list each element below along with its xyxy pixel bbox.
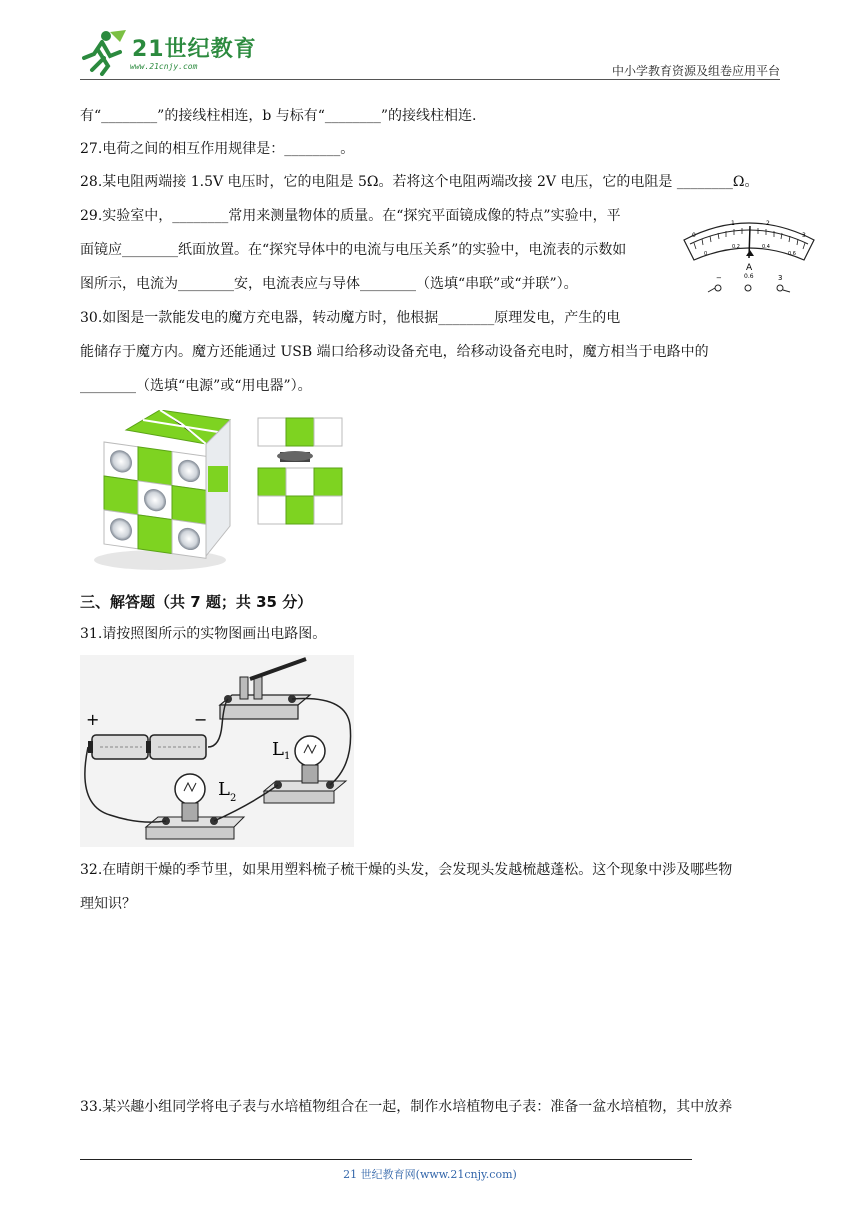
terminal-3-label: 3	[778, 274, 783, 282]
circuit-figure	[80, 655, 354, 847]
text-line: 面镜应________纸面放置。在“探究导体中的电流与电压关系”的实验中，电流表的示数如	[80, 242, 627, 258]
text-line: 理知识？	[80, 896, 136, 912]
header-divider	[80, 79, 780, 80]
ammeter-figure	[678, 210, 820, 302]
question-28: 28.某电阻两端接 1.5V 电压时，它的电阻是 5Ω。若将这个电阻两端改接 2V 电压，它的电阻是 ________Ω。	[80, 174, 759, 190]
text-line: 有“________”的接线柱相连，b 与标有“________”的接线柱相连.	[80, 108, 477, 124]
battery	[88, 735, 206, 759]
question-31: 31.请按照图所示的实物图画出电路图。	[80, 626, 327, 642]
l2-label: L	[218, 779, 230, 800]
battery-minus-label: −	[194, 710, 208, 729]
logo-text: 21世纪教育	[132, 37, 257, 62]
question-27: 27.电荷之间的相互作用规律是：________。	[80, 141, 355, 157]
scale-top-3: 3	[802, 232, 806, 239]
l1-label: L	[272, 739, 284, 760]
scale-bottom-2: 0.4	[762, 244, 770, 250]
runner-icon	[80, 28, 130, 76]
l2-subscript: 2	[230, 793, 237, 804]
scale-bottom-3: 0.6	[788, 251, 796, 257]
section-heading: 三、解答题（共 7 题；共 35 分）	[80, 593, 313, 611]
scale-bottom-1: 0.2	[732, 244, 740, 250]
scale-top-1: 1	[731, 220, 735, 227]
question-30: 30.如图是一款能发电的魔方充电器，转动魔方时，他根据________原理发电，产生的电	[80, 310, 621, 326]
terminal-minus-label: −	[716, 274, 722, 282]
magic-cube-charger-figure	[90, 410, 360, 570]
scale-top-2: 2	[766, 220, 770, 227]
scale-top-0: 0	[692, 232, 696, 239]
l1-subscript: 1	[284, 751, 291, 762]
scale-bottom-0: 0	[704, 251, 708, 257]
ammeter-unit: A	[746, 263, 753, 273]
page-footer: 21 世纪教育网(www.21cnjy.com)	[343, 1168, 517, 1181]
site-logo	[80, 28, 260, 78]
text-line: 图所示，电流为________安，电流表应与导体________（选填“串联”或“并联”）。	[80, 276, 578, 292]
battery-plus-label: +	[86, 710, 100, 729]
page-header	[80, 28, 780, 80]
question-32: 32.在晴朗干燥的季节里，如果用塑料梳子梳干燥的头发，会发现头发越梳越蓬松。这个现象中涉及哪些物	[80, 862, 733, 878]
logo-url: www.21cnjy.com	[130, 62, 198, 71]
question-29: 29.实验室中，________常用来测量物体的质量。在“探究平面镜成像的特点”实验中，平	[80, 208, 621, 224]
terminal-0-6-label: 0.6	[744, 273, 754, 280]
question-33: 33.某兴趣小组同学将电子表与水培植物组合在一起，制作水培植物电子表：准备一盆水培植物，其中放养	[80, 1099, 733, 1115]
footer-divider	[80, 1159, 692, 1160]
platform-title: 中小学教育资源及组卷应用平台	[611, 64, 780, 78]
text-line: 能储存于魔方内。魔方还能通过 USB 端口给移动设备充电，给移动设备充电时，魔方相当于电路中的	[80, 344, 709, 360]
text-line: ________（选填“电源”或“用电器”）。	[80, 378, 312, 394]
